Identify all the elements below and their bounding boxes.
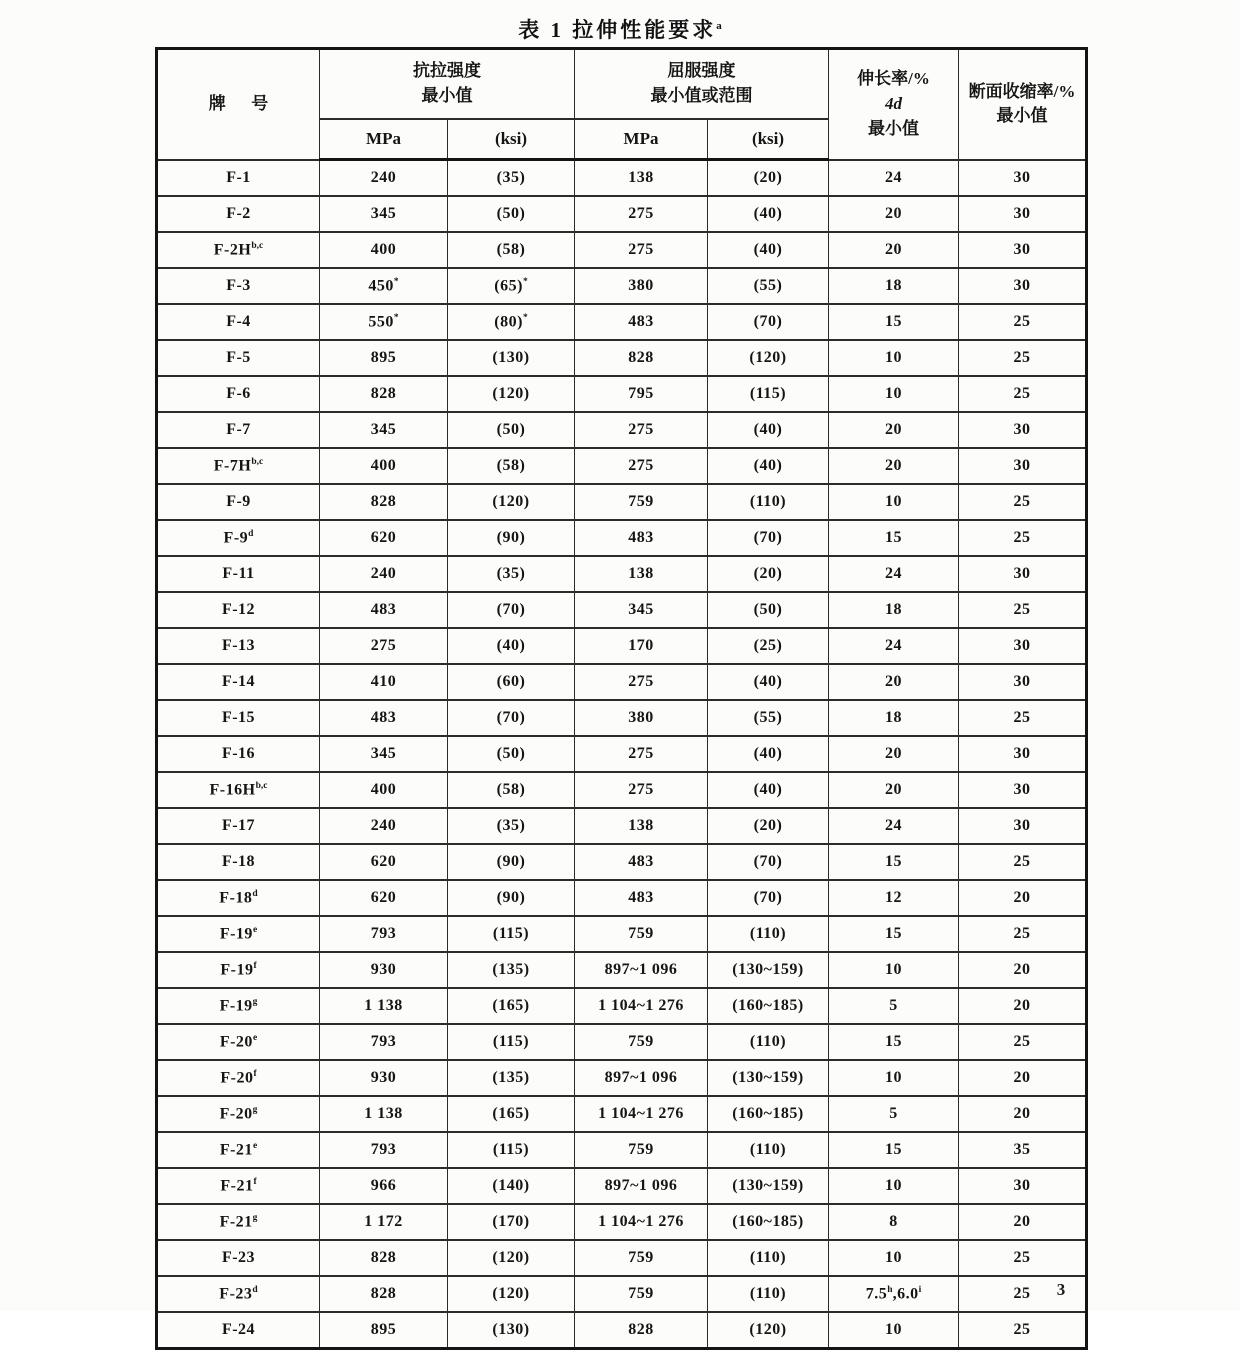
value-cell: (70) (708, 844, 829, 880)
value-cell: 25 (959, 520, 1087, 556)
value-cell: (50) (448, 196, 575, 232)
yield-header-line2: 最小值或范围 (650, 86, 753, 105)
yield-header-line1: 屈服强度 (667, 61, 736, 81)
value-cell: (90) (448, 520, 575, 556)
value-cell: 24 (829, 808, 959, 844)
value-cell: 345 (575, 592, 708, 628)
value-cell: 20 (959, 1096, 1087, 1132)
value-cell: (120) (448, 484, 575, 520)
grade-cell: F-15 (157, 700, 320, 736)
tensile-requirements-table (155, 47, 1088, 1350)
value-cell: (165) (448, 988, 575, 1024)
value-cell: 400 (320, 448, 448, 484)
value-cell: 35 (959, 1132, 1087, 1168)
value-cell: (70) (708, 304, 829, 340)
value-cell: 10 (829, 484, 959, 520)
grade-cell: F-19$^f$ (157, 952, 320, 988)
value-cell: 759 (575, 484, 708, 520)
value-cell: (110) (708, 1276, 829, 1312)
table-row (157, 484, 1087, 520)
value-cell: 30 (959, 268, 1087, 304)
value-cell: (170) (448, 1204, 575, 1240)
value-cell: 450* (320, 268, 448, 304)
value-cell: (40) (708, 196, 829, 232)
grade-cell: $F-16H^{b,c}$ (157, 772, 320, 808)
value-cell: 345 (320, 736, 448, 772)
value-cell: 828 (320, 1240, 448, 1276)
value-cell: 10 (829, 1240, 959, 1276)
grade-cell: F-9$^d$ (157, 520, 320, 556)
value-cell: 10 (829, 1060, 959, 1096)
value-cell: (40) (708, 772, 829, 808)
grade-cell: F-20$^g$ (157, 1096, 320, 1132)
value-cell: 1 104~1 276 (575, 1096, 708, 1132)
value-cell: (58) (448, 232, 575, 268)
grade-cell: F-18 (157, 844, 320, 880)
table-row (157, 304, 1087, 340)
value-cell: 620 (320, 520, 448, 556)
table-row (157, 664, 1087, 700)
elongation-header-line3: 最小值 (868, 118, 919, 138)
table-row (157, 340, 1087, 376)
value-cell: (120) (708, 1312, 829, 1349)
grade-cell: $F-7H^{b,c}$ (157, 448, 320, 484)
value-cell: (130~159) (708, 1060, 829, 1096)
value-cell: 550* (320, 304, 448, 340)
value-cell: (110) (708, 1240, 829, 1276)
value-cell: 1 104~1 276 (575, 1204, 708, 1240)
value-cell: 10 (829, 376, 959, 412)
table-row (157, 628, 1087, 664)
grade-cell: F-23 (157, 1240, 320, 1276)
value-cell: 20 (829, 448, 959, 484)
grade-cell: F-24 (157, 1312, 320, 1349)
value-cell: 25 (959, 700, 1087, 736)
table-row (157, 1060, 1087, 1096)
value-cell: 10 (829, 1168, 959, 1204)
value-cell: (40) (708, 664, 829, 700)
grade-cell: F-9 (157, 484, 320, 520)
table-row (157, 1168, 1087, 1204)
table-row (157, 1240, 1087, 1276)
value-cell: 18 (829, 268, 959, 304)
table-row (157, 160, 1087, 197)
value-cell: (40) (708, 736, 829, 772)
value-cell: (35) (448, 556, 575, 592)
table-row (157, 916, 1087, 952)
value-cell: 483 (575, 304, 708, 340)
grade-cell: F-23$^d$ (157, 1276, 320, 1312)
value-cell: 895 (320, 1312, 448, 1349)
value-cell: (35) (448, 808, 575, 844)
value-cell: (160~185) (708, 1096, 829, 1132)
grade-cell: F-20e (157, 1024, 320, 1060)
value-cell: 30 (959, 232, 1087, 268)
value-cell: 25 (959, 340, 1087, 376)
grade-cell: F-11 (157, 556, 320, 592)
grade-cell: F-21$^f$ (157, 1168, 320, 1204)
value-cell: 24 (829, 628, 959, 664)
value-cell: (20) (708, 160, 829, 197)
value-cell: 897~1 096 (575, 952, 708, 988)
value-cell: (135) (448, 1060, 575, 1096)
value-cell: 828 (320, 376, 448, 412)
value-cell: (130) (448, 340, 575, 376)
value-cell: (35) (448, 160, 575, 197)
value-cell: (120) (448, 1240, 575, 1276)
value-cell: 30 (959, 412, 1087, 448)
elongation-header-line1: 伸长率/% (857, 69, 930, 89)
value-cell: (70) (448, 592, 575, 628)
table-row (157, 844, 1087, 880)
grade-cell: $F-2H^{b,c}$ (157, 232, 320, 268)
value-cell: 25 (959, 304, 1087, 340)
value-cell: 380 (575, 268, 708, 304)
table-row (157, 952, 1087, 988)
value-cell: 759 (575, 1132, 708, 1168)
table-title: 表 1 拉伸性能要求$^a$ (518, 18, 722, 42)
value-cell: 897~1 096 (575, 1168, 708, 1204)
tensile-header-line1: 抗拉强度 (413, 61, 481, 81)
value-cell: 20 (829, 196, 959, 232)
value-cell: (80)* (448, 304, 575, 340)
value-cell: 1 104~1 276 (575, 988, 708, 1024)
value-cell: 828 (320, 1276, 448, 1312)
value-cell: 400 (320, 772, 448, 808)
reduction-header-line2: 最小值 (996, 106, 1048, 126)
value-cell: 20 (829, 736, 959, 772)
table-row (157, 448, 1087, 484)
value-cell: 30 (959, 664, 1087, 700)
value-cell: 483 (575, 880, 708, 916)
value-cell: 620 (320, 880, 448, 916)
value-cell: (60) (448, 664, 575, 700)
grade-cell: F-2 (157, 196, 320, 232)
value-cell: (65)* (448, 268, 575, 304)
value-cell: 793 (320, 1132, 448, 1168)
table-row (157, 196, 1087, 232)
col-header-grade: 牌 号 (157, 49, 320, 160)
value-cell: 138 (575, 808, 708, 844)
table-row (157, 1312, 1087, 1349)
reduction-header-line1: 断面收缩率/% (968, 81, 1076, 101)
value-cell: (115) (708, 376, 829, 412)
table-row (157, 1096, 1087, 1132)
value-cell: (130) (448, 1312, 575, 1349)
table-row (157, 808, 1087, 844)
value-cell: (40) (448, 628, 575, 664)
value-cell: (140) (448, 1168, 575, 1204)
table-header (157, 49, 1087, 160)
col-header-reduction-of-area (959, 49, 1087, 160)
value-cell: 895 (320, 340, 448, 376)
value-cell: 20 (959, 1204, 1087, 1240)
table-row (157, 736, 1087, 772)
value-cell: (70) (448, 700, 575, 736)
page-number: 3 (1056, 1280, 1066, 1299)
value-cell: 930 (320, 1060, 448, 1096)
value-cell: 15 (829, 304, 959, 340)
value-cell: 483 (320, 700, 448, 736)
table-row (157, 1204, 1087, 1240)
value-cell: (40) (708, 448, 829, 484)
value-cell: 20 (829, 772, 959, 808)
value-cell: 380 (575, 700, 708, 736)
value-cell: 345 (320, 412, 448, 448)
col-header-tensile-strength (320, 49, 575, 120)
value-cell: 828 (575, 1312, 708, 1349)
grade-cell: F-6 (157, 376, 320, 412)
value-cell: 20 (829, 412, 959, 448)
value-cell: 410 (320, 664, 448, 700)
value-cell: 15 (829, 844, 959, 880)
elongation-header-gauge: 4d (885, 93, 902, 113)
value-cell: 15 (829, 916, 959, 952)
grade-cell: F-19e (157, 916, 320, 952)
table-row (157, 592, 1087, 628)
value-cell: 25 (959, 1240, 1087, 1276)
value-cell: 275 (320, 628, 448, 664)
value-cell: 275 (575, 232, 708, 268)
grade-cell: F-12 (157, 592, 320, 628)
value-cell: 30 (959, 448, 1087, 484)
value-cell: 240 (320, 160, 448, 197)
value-cell: 1 172 (320, 1204, 448, 1240)
value-cell: 10 (829, 952, 959, 988)
value-cell: (58) (448, 448, 575, 484)
value-cell: (40) (708, 232, 829, 268)
value-cell: 759 (575, 1276, 708, 1312)
table-row (157, 232, 1087, 268)
unit-header-tensile-mpa: MPa (320, 119, 448, 160)
value-cell: (55) (708, 700, 829, 736)
value-cell: 20 (959, 952, 1087, 988)
value-cell: 25 (959, 844, 1087, 880)
value-cell: 7.5$^h$,6.0$^i$ (829, 1276, 959, 1312)
value-cell: 759 (575, 1240, 708, 1276)
value-cell: (110) (708, 1024, 829, 1060)
value-cell: 30 (959, 736, 1087, 772)
table-row (157, 1024, 1087, 1060)
value-cell: 5 (829, 1096, 959, 1132)
value-cell: 138 (575, 556, 708, 592)
grade-cell: F-16 (157, 736, 320, 772)
value-cell: 483 (575, 844, 708, 880)
unit-header-tensile-ksi: (ksi) (448, 119, 575, 160)
value-cell: 620 (320, 844, 448, 880)
value-cell: 759 (575, 1024, 708, 1060)
value-cell: (40) (708, 412, 829, 448)
table-row (157, 988, 1087, 1024)
value-cell: 15 (829, 520, 959, 556)
value-cell: 170 (575, 628, 708, 664)
value-cell: (120) (448, 376, 575, 412)
unit-header-yield-ksi: (ksi) (708, 119, 829, 160)
value-cell: 20 (959, 988, 1087, 1024)
value-cell: 20 (829, 232, 959, 268)
value-cell: 793 (320, 1024, 448, 1060)
value-cell: 275 (575, 196, 708, 232)
value-cell: 25 (959, 916, 1087, 952)
value-cell: (58) (448, 772, 575, 808)
table-body (157, 160, 1087, 1349)
value-cell: 30 (959, 196, 1087, 232)
value-cell: 1 138 (320, 1096, 448, 1132)
table-row (157, 772, 1087, 808)
value-cell: 275 (575, 664, 708, 700)
value-cell: 15 (829, 1132, 959, 1168)
value-cell: (25) (708, 628, 829, 664)
value-cell: (50) (448, 736, 575, 772)
value-cell: 25 (959, 376, 1087, 412)
table-row (157, 1276, 1087, 1312)
value-cell: 240 (320, 556, 448, 592)
grade-cell: F-20$^f$ (157, 1060, 320, 1096)
table-row (157, 376, 1087, 412)
value-cell: 30 (959, 808, 1087, 844)
value-cell: 345 (320, 196, 448, 232)
value-cell: 24 (829, 160, 959, 197)
value-cell: (110) (708, 1132, 829, 1168)
value-cell: 24 (829, 556, 959, 592)
value-cell: 275 (575, 448, 708, 484)
value-cell: 18 (829, 592, 959, 628)
value-cell: (20) (708, 808, 829, 844)
value-cell: (130~159) (708, 952, 829, 988)
tensile-header-line2: 最小值 (421, 86, 473, 105)
value-cell: 30 (959, 628, 1087, 664)
value-cell: 759 (575, 916, 708, 952)
value-cell: 400 (320, 232, 448, 268)
value-cell: 240 (320, 808, 448, 844)
value-cell: 275 (575, 736, 708, 772)
table-row (157, 520, 1087, 556)
table-row (157, 412, 1087, 448)
value-cell: (165) (448, 1096, 575, 1132)
value-cell: 5 (829, 988, 959, 1024)
value-cell: 10 (829, 1312, 959, 1349)
table-row (157, 1132, 1087, 1168)
value-cell: (50) (448, 412, 575, 448)
value-cell: 793 (320, 916, 448, 952)
value-cell: 25 (959, 1312, 1087, 1349)
grade-cell: F-13 (157, 628, 320, 664)
value-cell: 8 (829, 1204, 959, 1240)
value-cell: (120) (708, 340, 829, 376)
grade-cell: F-17 (157, 808, 320, 844)
value-cell: (160~185) (708, 988, 829, 1024)
value-cell: 795 (575, 376, 708, 412)
value-cell: 25 (959, 1024, 1087, 1060)
table-row (157, 700, 1087, 736)
value-cell: 10 (829, 340, 959, 376)
value-cell: 930 (320, 952, 448, 988)
value-cell: (120) (448, 1276, 575, 1312)
value-cell: 12 (829, 880, 959, 916)
value-cell: 966 (320, 1168, 448, 1204)
grade-cell: F-14 (157, 664, 320, 700)
unit-header-yield-mpa: MPa (575, 119, 708, 160)
value-cell: (110) (708, 484, 829, 520)
value-cell: 25 (959, 592, 1087, 628)
value-cell: (20) (708, 556, 829, 592)
grade-cell: F-18$^d$ (157, 880, 320, 916)
value-cell: (110) (708, 916, 829, 952)
value-cell: 828 (575, 340, 708, 376)
value-cell: 30 (959, 1168, 1087, 1204)
value-cell: 138 (575, 160, 708, 197)
grade-cell: F-4 (157, 304, 320, 340)
table-row (157, 556, 1087, 592)
value-cell: 897~1 096 (575, 1060, 708, 1096)
grade-cell: F-21$^g$ (157, 1204, 320, 1240)
value-cell: (50) (708, 592, 829, 628)
grade-cell: F-1 (157, 160, 320, 197)
value-cell: (115) (448, 1024, 575, 1060)
value-cell: (70) (708, 520, 829, 556)
value-cell: (130~159) (708, 1168, 829, 1204)
col-header-elongation (829, 49, 959, 160)
value-cell: 20 (829, 664, 959, 700)
value-cell: 483 (320, 592, 448, 628)
value-cell: 25 (959, 1276, 1087, 1312)
value-cell: (90) (448, 880, 575, 916)
value-cell: (70) (708, 880, 829, 916)
value-cell: 275 (575, 412, 708, 448)
value-cell: (135) (448, 952, 575, 988)
value-cell: 275 (575, 772, 708, 808)
table-row (157, 268, 1087, 304)
value-cell: 20 (959, 880, 1087, 916)
value-cell: (160~185) (708, 1204, 829, 1240)
grade-cell: F-3 (157, 268, 320, 304)
grade-cell: F-5 (157, 340, 320, 376)
value-cell: 15 (829, 1024, 959, 1060)
value-cell: (90) (448, 844, 575, 880)
value-cell: 30 (959, 772, 1087, 808)
value-cell: 1 138 (320, 988, 448, 1024)
value-cell: 828 (320, 484, 448, 520)
value-cell: (115) (448, 1132, 575, 1168)
value-cell: 483 (575, 520, 708, 556)
grade-cell: F-7 (157, 412, 320, 448)
value-cell: 20 (959, 1060, 1087, 1096)
value-cell: (115) (448, 916, 575, 952)
value-cell: 30 (959, 556, 1087, 592)
value-cell: 18 (829, 700, 959, 736)
grade-cell: F-21e (157, 1132, 320, 1168)
value-cell: 25 (959, 484, 1087, 520)
col-header-yield-strength (575, 49, 829, 120)
table-row (157, 880, 1087, 916)
grade-cell: F-19$^g$ (157, 988, 320, 1024)
value-cell: 30 (959, 160, 1087, 197)
value-cell: (55) (708, 268, 829, 304)
